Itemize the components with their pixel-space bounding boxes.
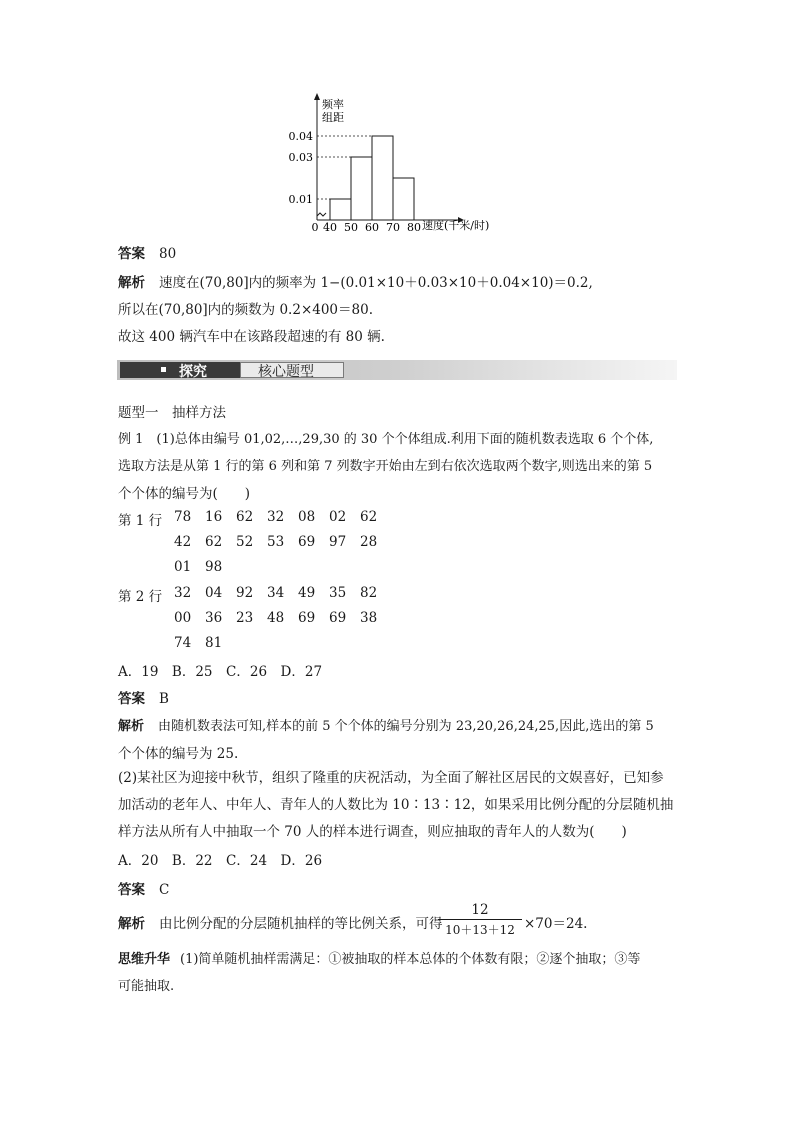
analysis-text: 由比例分配的分层随机抽样的等比例关系，可得 [159,916,443,932]
analysis-1-line-3: 故这 400 辆汽车中在该路段超速的有 80 辆. [118,329,385,345]
analysis-3 [118,912,443,932]
table-cell: 36 [205,610,223,626]
table-cell: 16 [205,509,223,525]
analysis-text: 速度在(70,80]内的频率为 1−(0.01×10＋0.03×10＋0.04×10)＝0.2, [159,275,593,291]
table-cell: 82 [360,585,378,601]
table-cell: 78 [174,509,192,525]
example-2-line-3: 样方法从所有人中抽取一个 70 人的样本进行调查，则应抽取的青年人的人数为( ) [118,824,627,840]
banner-title: 核心题型 [258,364,314,380]
table-cell: 28 [360,534,378,550]
x-tick-label: 0 [311,221,319,234]
banner-tag: 探究 [179,364,207,380]
x-tick-label: 40 [323,221,337,234]
question-type-title: 题型一 抽样方法 [118,405,226,421]
table-cell: 62 [205,534,223,550]
table-cell: 62 [360,509,378,525]
row-1-label: 第 1 行 [118,513,163,529]
y-tick-label: 0.01 [288,193,313,206]
analysis-2-line-1 [118,715,654,734]
analysis-text: 由随机数表法可知,样本的前 5 个个体的编号分别为 23,20,26,24,25,因此,选出的第 5 [158,719,654,734]
table-cell: 92 [236,585,254,601]
example-2-line-1: (2)某社区为迎接中秋节，组织了隆重的庆祝活动，为全面了解社区居民的文娱喜好，已知参 [118,770,664,786]
table-cell: 00 [174,610,192,626]
options-1: A．19 B．25 C．26 D．27 [118,664,323,680]
table-cell: 42 [174,534,192,550]
answer-3 [118,878,169,898]
table-cell: 69 [329,610,347,626]
x-tick-label: 50 [344,221,358,234]
y-axis-arrow-icon [314,93,320,100]
y-tick-label: 0.04 [288,130,313,143]
x-tick-label: 60 [365,221,379,234]
fraction [438,902,522,938]
histogram-bar [393,178,414,220]
x-tick-label: 80 [407,221,421,234]
analysis-label: 解析 [118,719,145,734]
analysis-label: 解析 [118,916,145,932]
x-tick-label: 70 [386,221,400,234]
table-cell: 02 [329,509,347,525]
table-cell: 98 [205,559,223,575]
y-tick-label: 0.03 [288,151,313,164]
options-2: A．20 B．22 C．24 D．26 [118,853,323,869]
table-cell: 53 [267,534,285,550]
answer-value: B [159,691,169,707]
table-cell: 49 [298,585,316,601]
answer-label: 答案 [118,246,145,262]
fraction-denominator: 10＋13＋12 [445,923,515,937]
analysis-label: 解析 [118,275,145,291]
histogram-bar [330,199,351,220]
table-cell: 23 [236,610,254,626]
summary-text: (1)简单随机抽样需满足：①被抽取的样本总体的个体数有限；②逐个抽取；③等 [180,952,641,967]
table-cell: 97 [329,534,347,550]
table-cell: 08 [298,509,316,525]
frequency-histogram [280,90,520,240]
answer-2 [118,687,169,707]
table-cell: 01 [174,559,192,575]
table-cell: 34 [267,585,285,601]
summary-label: 思维升华 [118,952,171,967]
table-cell: 04 [205,585,223,601]
table-cell: 81 [205,635,223,651]
table-cell: 32 [174,585,192,601]
answer-1 [118,242,176,262]
example-1-line-1: 例 1 (1)总体由编号 01,02,…,29,30 的 30 个个体组成.利用下面的随机数表选取 6 个个体, [118,432,654,447]
section-banner [117,360,677,380]
y-axis-label-top: 频率 [322,98,344,111]
analysis-1-line-2: 所以在(70,80]内的频数为 0.2×400＝80. [118,302,373,318]
table-cell: 69 [298,534,316,550]
example-1-line-2: 选取方法是从第 1 行的第 6 列和第 7 列数字开始由左到右依次选取两个数字,则选出来的第 5 [118,459,653,474]
summary-line-1 [118,948,640,967]
fraction-numerator: 12 [471,902,489,918]
answer-value: 80 [159,246,177,262]
x-axis-label: 速度(千米/时) [422,219,490,232]
analysis-1-line-1 [118,271,593,291]
answer-value: C [159,882,170,898]
histogram-bar [351,157,372,220]
table-cell: 35 [329,585,347,601]
table-cell: 38 [360,610,378,626]
histogram-bar [372,136,393,220]
summary-line-2: 可能抽取. [118,979,175,994]
answer-label: 答案 [118,882,145,898]
square-bullet-icon [161,367,166,372]
table-cell: 62 [236,509,254,525]
axis-break-mark [317,213,326,216]
example-1-line-3: 个个体的编号为( ) [118,486,251,502]
answer-label: 答案 [118,691,145,707]
table-cell: 74 [174,635,192,651]
table-cell: 69 [298,610,316,626]
table-cell: 32 [267,509,285,525]
y-axis-label-bottom: 组距 [322,111,344,124]
row-2-label: 第 2 行 [118,589,163,605]
table-cell: 48 [267,610,285,626]
analysis-2-line-2: 个个体的编号为 25. [118,746,239,762]
example-2-line-2: 加活动的老年人、中年人、青年人的人数比为 10∶13∶12，如果采用比例分配的分层随机抽 [118,797,674,813]
analysis-3-tail: ×70＝24. [524,916,588,932]
table-cell: 52 [236,534,254,550]
